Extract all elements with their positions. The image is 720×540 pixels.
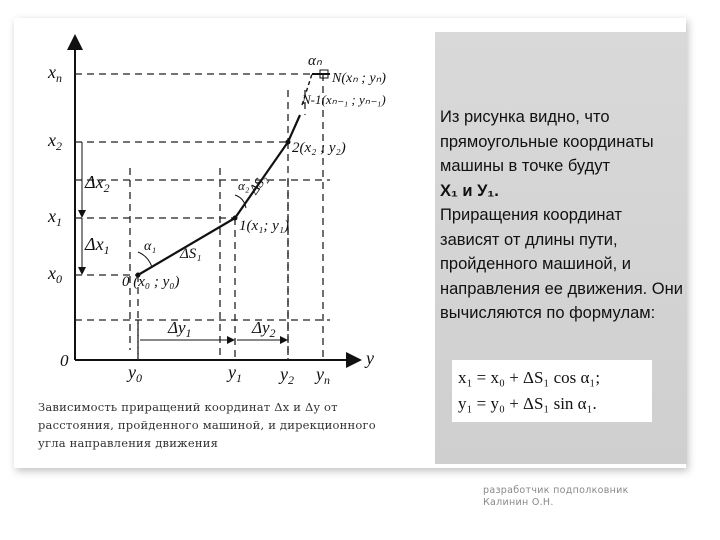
panel-text: [440, 105, 685, 326]
panel-text-rest: Приращения координат зависят от длины пути, пройденного машиной, и направления ее движения. Они вычисляются по формулам:: [440, 206, 683, 322]
panel-text-intro: Из рисунка видно, что прямоугольные координаты машины в точке будут: [440, 108, 654, 175]
label-ds1: ΔS₁: [180, 246, 202, 262]
label-dx1: $\Delta x_1$: [85, 234, 110, 257]
label-y-axis: y: [366, 348, 374, 368]
formula-x1: x₁ = x₀ + ΔS₁ cos α₁;: [458, 368, 601, 387]
label-yn: $y_n$: [316, 364, 330, 387]
label-xn: $x_n$: [48, 62, 62, 85]
panel-text-bold: X₁ и У₁.: [440, 181, 499, 200]
label-point-1: 1(x₁; y₁): [239, 218, 289, 234]
label-point-2: 2(x₂ ; y₂): [292, 140, 346, 156]
label-x1: $x_1$: [48, 206, 62, 229]
footer-credit: [483, 485, 683, 509]
label-y2: $y_2$: [280, 364, 294, 387]
label-x0: $x_0$: [48, 263, 62, 286]
label-alpha-n: αₙ: [308, 53, 322, 69]
guide-lines: [75, 74, 330, 360]
footer-line-1: разработчик подполковник: [483, 485, 629, 496]
formula-y1: y₁ = y₀ + ΔS₁ sin α₁.: [458, 394, 597, 413]
diagram-caption: Зависимость приращений координат Δx и Δy от расстояния, пройденного машиной, и дирекционного угла направления движения: [38, 400, 376, 450]
label-alpha1: α₁: [144, 239, 157, 254]
label-alpha2: α₂: [238, 178, 250, 193]
label-origin: 0: [60, 351, 69, 370]
coordinate-diagram: [30, 30, 430, 400]
label-ds2: ΔS₂: [246, 172, 271, 198]
label-dy1: $\Delta y_1$: [168, 318, 192, 340]
label-x2: $x_2$: [48, 130, 62, 153]
formula-box: [452, 360, 652, 422]
label-dx2: $\Delta x_2$: [85, 172, 110, 195]
label-dy2: $\Delta y_2$: [252, 318, 276, 340]
label-point-n-1: N-1(xₙ₋₁ ; yₙ₋₁): [302, 92, 386, 107]
label-y1: $y_1$: [228, 362, 242, 385]
label-point-n: N(xₙ ; yₙ): [332, 71, 386, 86]
label-point-0: 0 (x₀ ; y₀): [122, 274, 180, 290]
movement-path: [138, 115, 300, 275]
footer-line-2: Калинин О.Н.: [483, 497, 554, 508]
label-y0: $y_0$: [128, 362, 142, 385]
